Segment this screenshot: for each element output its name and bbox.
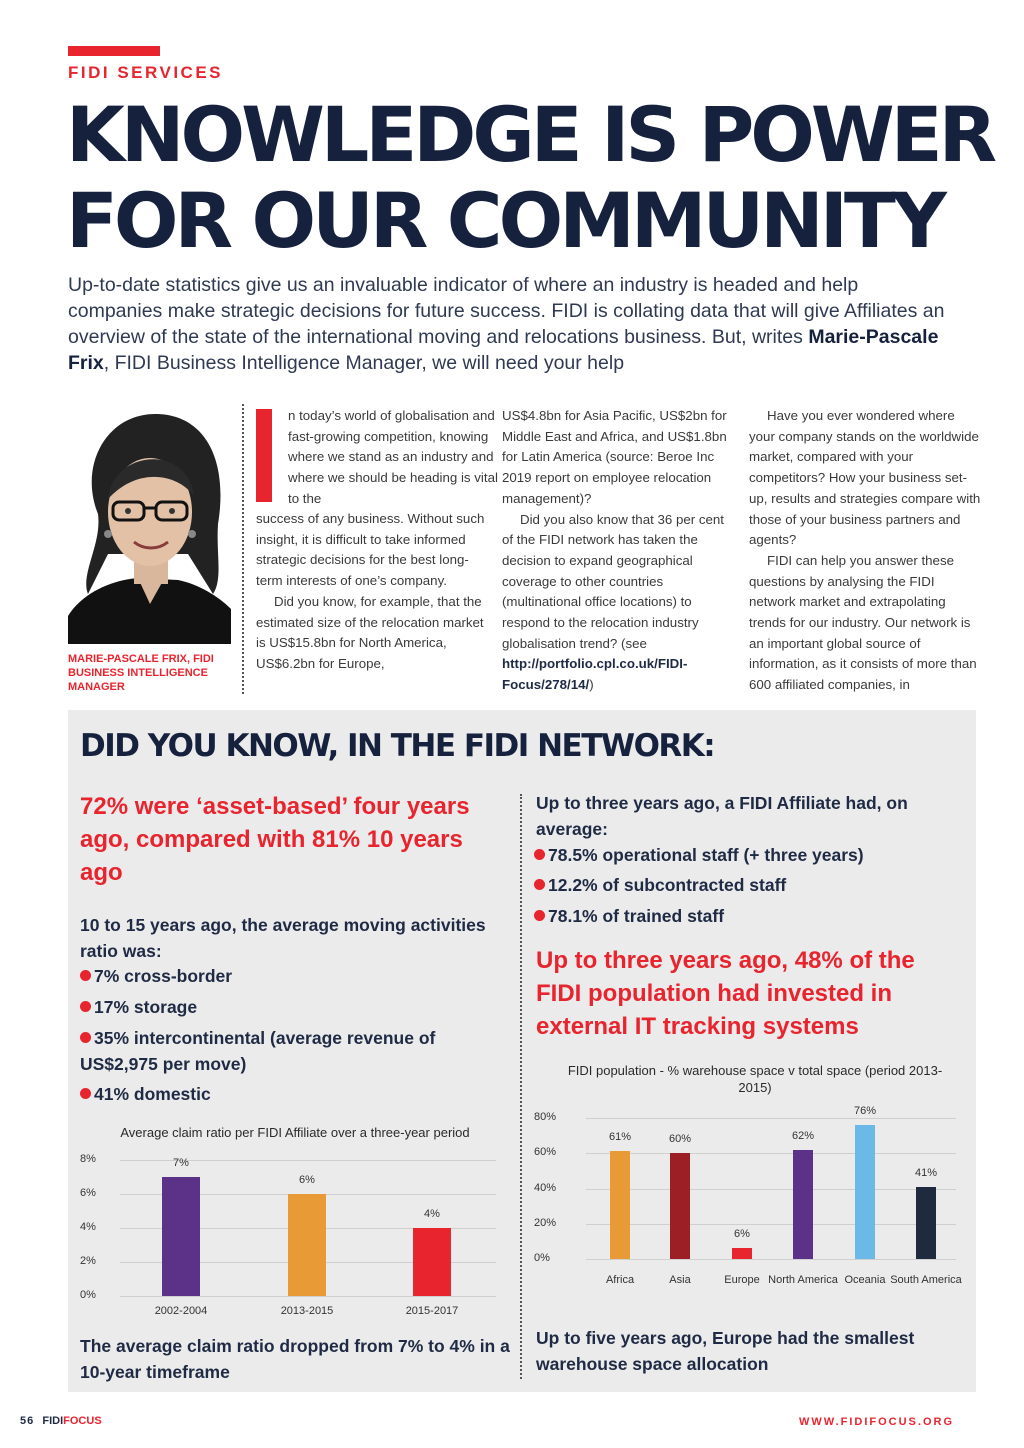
bar-south-america <box>916 1187 936 1259</box>
body-paragraph: n today’s world of globalisation and fast-growing competition, knowing where we stand as an industry and where we should be heading is vital to the <box>288 408 498 506</box>
data-label: 6% <box>299 1174 315 1186</box>
data-label: 7% <box>173 1157 189 1169</box>
chart-title: Average claim ratio per FIDI Affiliate over a three-year period <box>120 1125 470 1140</box>
bullet-dot <box>534 879 545 890</box>
ratio-bullet: 7% cross-border <box>80 963 232 989</box>
author-portrait <box>68 404 231 644</box>
author-name: Marie-Pascale Frix <box>68 326 939 374</box>
bullet-dot <box>80 1032 91 1043</box>
bar-oceania <box>855 1125 875 1259</box>
footer-website[interactable]: WWW.FIDIFOCUS.ORG <box>799 1416 954 1428</box>
body-paragraph: Have you ever wondered where your company stands on the worldwide market, compared with your competitors? How your business set-up, results and strategies compare with those of your business partners and agents? <box>749 408 981 548</box>
body-paragraph: FIDI can help you answer these questions by analysing the FIDI network market and extrapolating trends for our industry. Our network is an important global source of information, as it consists of more than 600 affiliated companies, in <box>749 552 977 693</box>
standfirst-text-end: , FIDI Business Intelligence Manager, we will need your help <box>103 352 625 374</box>
panel-title: DID YOU KNOW, IN THE FIDI NETWORK: <box>80 728 715 764</box>
y-tick-label: 20% <box>534 1216 557 1229</box>
ratio-bullet: 35% intercontinental (average revenue of US$2,975 per move) <box>80 1028 436 1074</box>
gridline <box>586 1153 956 1154</box>
data-label: 61% <box>608 1131 632 1144</box>
body-col3 <box>749 406 984 696</box>
body-col1-top <box>288 406 498 510</box>
standfirst <box>68 272 948 376</box>
bar-2002-2004 <box>162 1177 200 1296</box>
x-tick-label: Africa <box>605 1274 635 1286</box>
column-divider <box>242 404 244 694</box>
affiliate-bullet: 78.5% operational staff (+ three years) <box>534 842 864 868</box>
x-tick-label: North America <box>768 1274 838 1286</box>
footer-page-info <box>20 1415 102 1427</box>
body-paragraph <box>502 510 737 696</box>
body-col1 <box>256 509 491 675</box>
y-tick-label: 80% <box>534 1111 557 1123</box>
bar-north-america <box>793 1150 813 1259</box>
gridline <box>586 1259 956 1260</box>
data-label: 4% <box>424 1208 440 1220</box>
x-tick-label: Europe <box>724 1274 760 1286</box>
data-label: 76% <box>853 1105 877 1118</box>
y-tick-label: 0% <box>534 1252 550 1264</box>
gridline <box>586 1189 956 1190</box>
bar-africa <box>610 1151 630 1259</box>
x-tick-label: 2015-2017 <box>405 1305 459 1317</box>
affiliate-bullet: 12.2% of subcontracted staff <box>534 872 786 898</box>
ratio-heading: 10 to 15 years ago, the average moving activities ratio was: <box>80 915 486 961</box>
body-paragraph: US$4.8bn for Asia Pacific, US$2bn for Middle East and Africa, and US$1.8bn for Latin America (source: Beroe Inc 2019 report on employee relocation management)? <box>502 408 727 506</box>
y-tick-label: 8% <box>80 1153 96 1165</box>
y-tick-label: 4% <box>80 1221 96 1233</box>
x-tick-label: 2013-2015 <box>280 1305 334 1317</box>
section-accent-bar <box>68 46 160 56</box>
section-label: FIDI SERVICES <box>68 63 223 82</box>
page-number: 56 <box>20 1415 35 1427</box>
y-tick-label: 40% <box>534 1181 557 1194</box>
x-tick-label: 2002-2004 <box>154 1305 208 1317</box>
x-tick-label: Oceania <box>844 1274 886 1286</box>
gridline <box>120 1296 496 1297</box>
bar-europe <box>732 1248 752 1259</box>
stat-asset-based: 72% were ‘asset-based’ four years ago, compared with 81% 10 years ago <box>80 793 470 886</box>
body-paragraph: Did you know, for example, that the estimated size of the relocation market is US$15.8bn for North America, US$6.2bn for Europe, <box>256 593 484 671</box>
gridline <box>586 1224 956 1225</box>
brand-logo: FIDIFOCUS <box>42 1415 102 1427</box>
body-text: ) <box>589 677 594 693</box>
y-tick-label: 60% <box>534 1146 557 1159</box>
bullet-dot <box>80 1088 91 1099</box>
portfolio-link[interactable]: http://portfolio.cpl.co.uk/FIDI-Focus/278/14/ <box>502 656 688 693</box>
ratio-bullet: 17% storage <box>80 994 197 1020</box>
data-label: 41% <box>914 1166 938 1179</box>
bullet-dot <box>80 1001 91 1012</box>
body-text: Did you also know that 36 per cent of the FIDI network has taken the decision to expand geographical coverage to other countries (multinational office locations) to respond to the relocation industry globalisation trend? (see <box>502 511 725 651</box>
data-label: 6% <box>734 1228 750 1241</box>
x-tick-label: South America <box>890 1274 962 1286</box>
standfirst-text: Up-to-date statistics give us an invaluable indicator of where an industry is headed and help companies make strategic decisions for future success. FIDI is collating data that will give Affiliates an overview of the state of the international moving and relocations business. But, writes <box>68 274 945 348</box>
bar-asia <box>670 1153 690 1259</box>
affiliate-bullet: 78.1% of trained staff <box>534 903 724 929</box>
drop-cap <box>256 409 272 502</box>
y-tick-label: 6% <box>80 1187 96 1199</box>
page-title: KNOWLEDGE IS POWER FOR OUR COMMUNITY <box>66 90 994 265</box>
data-label: 62% <box>791 1129 815 1142</box>
bullet-dot <box>534 849 545 860</box>
warehouse-takeaway: Up to five years ago, Europe had the smallest warehouse space allocation <box>536 1328 915 1374</box>
chart-title: FIDI population - % warehouse space v total space (period 2013-2015) <box>567 1063 943 1095</box>
bullet-dot <box>534 910 545 921</box>
data-label: 60% <box>668 1133 692 1146</box>
bullet-dot <box>80 970 91 981</box>
stat-it-tracking: Up to three years ago, 48% of the FIDI population had invested in external IT tracking systems <box>536 947 915 1040</box>
gridline <box>586 1118 956 1119</box>
affiliate-heading: Up to three years ago, a FIDI Affiliate had, on average: <box>536 793 908 839</box>
ratio-bullet: 41% domestic <box>80 1081 211 1107</box>
body-paragraph: success of any business. Without such insight, it is difficult to take informed strategic decisions for the best long-term interests of one’s company. <box>256 511 485 589</box>
panel-divider <box>520 794 522 1379</box>
bar-2015-2017 <box>413 1228 451 1296</box>
y-tick-label: 0% <box>80 1289 96 1301</box>
photo-caption: MARIE-PASCALE FRIX, FIDI BUSINESS INTELLIGENCE MANAGER <box>68 653 214 693</box>
y-tick-label: 2% <box>80 1255 96 1267</box>
x-tick-label: Asia <box>669 1274 691 1286</box>
bar-2013-2015 <box>288 1194 326 1296</box>
claim-takeaway: The average claim ratio dropped from 7% to 4% in a 10-year timeframe <box>80 1336 510 1382</box>
body-col2 <box>502 406 737 696</box>
